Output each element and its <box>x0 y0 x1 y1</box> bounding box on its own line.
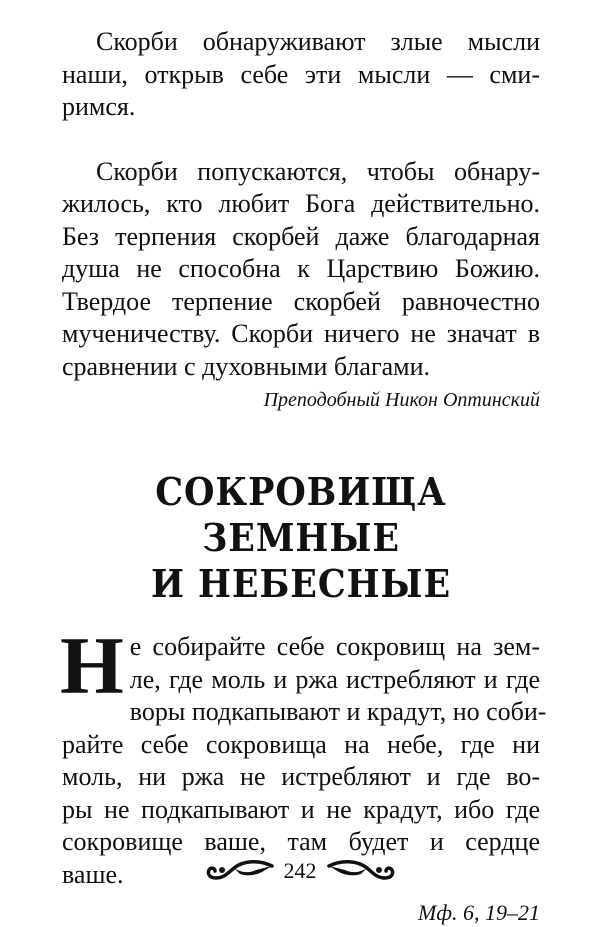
text-line: е собирайте себе сокровищ на зем- <box>129 632 540 661</box>
section-heading <box>81 469 521 607</box>
paragraph-2 <box>62 156 540 384</box>
heading-line-1: СОКРОВИЩА ЗЕМНЫЕ <box>155 469 447 560</box>
page-number: 242 <box>283 858 317 883</box>
text-line: моль, ни ржа не истребляют и где во- <box>62 762 540 791</box>
scroll-ornament-right-icon <box>327 858 399 884</box>
scripture-passage <box>60 620 547 891</box>
text-line: райте себе сокровища на небе, где ни <box>62 729 540 759</box>
paragraph-gap <box>62 124 540 156</box>
scripture-citation: Мф. 6, 19–21 <box>418 900 540 925</box>
text-line: сравнении с духовными благами. <box>62 351 431 381</box>
drop-cap: Н <box>60 620 124 711</box>
text-line: ле, где моль и ржа истребляют и где <box>129 664 540 694</box>
paragraph-1 <box>62 26 540 124</box>
heading-line-2: И НЕБЕСНЫЕ <box>150 561 452 606</box>
attribution: Преподобный Никон Оптинский <box>263 389 540 411</box>
book-page <box>60 26 547 927</box>
text-line: Скорби обнаруживают злые мысли <box>96 27 540 56</box>
text-line: ры не подкапывают и не крадут, ибо где <box>62 794 540 824</box>
text-line: римся. <box>62 92 136 121</box>
scroll-ornament-left-icon <box>202 858 274 884</box>
text-line: воры подкапывают и крадут, но соби- <box>129 697 547 726</box>
text-line: Твердое терпение скорбей равночестно <box>62 286 540 316</box>
text-line: мученичеству. Скорби ничего не значат в <box>62 319 540 348</box>
text-line: душа не способна к Царствию Божию. <box>62 254 540 283</box>
text-line: наши, открыв себе эти мысли — сми- <box>62 59 540 89</box>
text-line: Скорби попускаются, чтобы обнару- <box>96 156 540 186</box>
text-line: сокровище ваше, там будет и сердце <box>62 827 540 856</box>
page-footer <box>0 858 600 884</box>
text-line: жилось, кто любит Бога действительно. <box>62 189 540 218</box>
text-line: Без терпения скорбей даже благодарная <box>62 221 540 251</box>
text-line: ваше. <box>62 859 124 889</box>
